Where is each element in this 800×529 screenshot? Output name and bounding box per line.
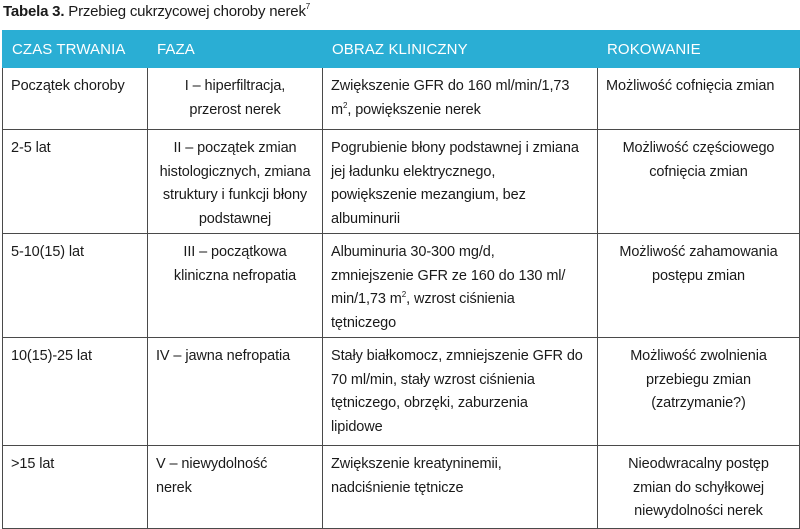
phase-cell: I – hiperfiltracja, przerost nerek [148, 68, 323, 130]
clinical-text: Albuminuria 30-300 mg/d, zmniejszenie GFR ze 160 do 130 ml/ min/1,73 m [331, 244, 566, 307]
column-header-clinical-picture: OBRAZ KLINICZNY [323, 31, 598, 68]
table-row [3, 130, 800, 234]
clinical-picture-cell: Zwiększenie kreatyninemii, nadciśnienie tętnicze [323, 446, 598, 529]
caption-label: Tabela 3. [3, 3, 65, 20]
clinical-picture-cell [323, 234, 598, 338]
clinical-picture-cell: Pogrubienie błony podstawnej i zmiana jej ładunku elektrycznego, powiększenie mezangium, bez albuminurii [323, 130, 598, 234]
table-row [3, 234, 800, 338]
duration-cell: 5-10(15) lat [3, 234, 148, 338]
superscript: 2 [401, 290, 407, 299]
prognosis-cell: Możliwość częściowego cofnięcia zmian [598, 130, 800, 234]
column-header-phase: FAZA [148, 31, 323, 68]
duration-cell: 10(15)-25 lat [3, 338, 148, 446]
phase-cell: II – początek zmian histologicznych, zmiana struktury i funkcji błony podstawnej [148, 130, 323, 234]
duration-cell: >15 lat [3, 446, 148, 529]
phase-cell: V – niewydolność nerek [148, 446, 323, 529]
caption-reference: 7 [305, 2, 310, 11]
table-header-row [3, 31, 800, 68]
clinical-picture-cell: Stały białkomocz, zmniejszenie GFR do 70 ml/min, stały wzrost ciśnienia tętniczego, obrzęki, zaburzenia lipidowe [323, 338, 598, 446]
caption-text: Przebieg cukrzycowej choroby nerek [64, 3, 306, 20]
superscript: 2 [342, 100, 348, 110]
disease-course-table [2, 30, 800, 529]
prognosis-cell: Możliwość zwolnienia przebiegu zmian (zatrzymanie?) [598, 338, 800, 446]
column-header-prognosis: ROKOWANIE [598, 31, 800, 68]
column-header-duration: CZAS TRWANIA [3, 31, 148, 68]
table-caption [3, 1, 310, 31]
duration-cell: 2-5 lat [3, 130, 148, 234]
table-row [3, 68, 800, 130]
table-row [3, 446, 800, 529]
duration-cell: Początek choroby [3, 68, 148, 130]
prognosis-cell: Nieodwracalny postęp zmian do schyłkowej niewydolności nerek [598, 446, 800, 529]
prognosis-cell: Możliwość zahamowania postępu zmian [598, 234, 800, 338]
clinical-picture-cell [323, 68, 598, 130]
clinical-text: , wzrost ciśnienia tętniczego [331, 291, 515, 331]
prognosis-cell: Możliwość cofnięcia zmian [598, 68, 800, 130]
clinical-text: Zwiększenie GFR do 160 ml/min/1,73 m [331, 78, 570, 118]
phase-cell: III – początkowa kliniczna nefropatia [148, 234, 323, 338]
clinical-text: , powiększenie nerek [347, 101, 481, 118]
phase-cell: IV – jawna nefropatia [148, 338, 323, 446]
table-row [3, 338, 800, 446]
